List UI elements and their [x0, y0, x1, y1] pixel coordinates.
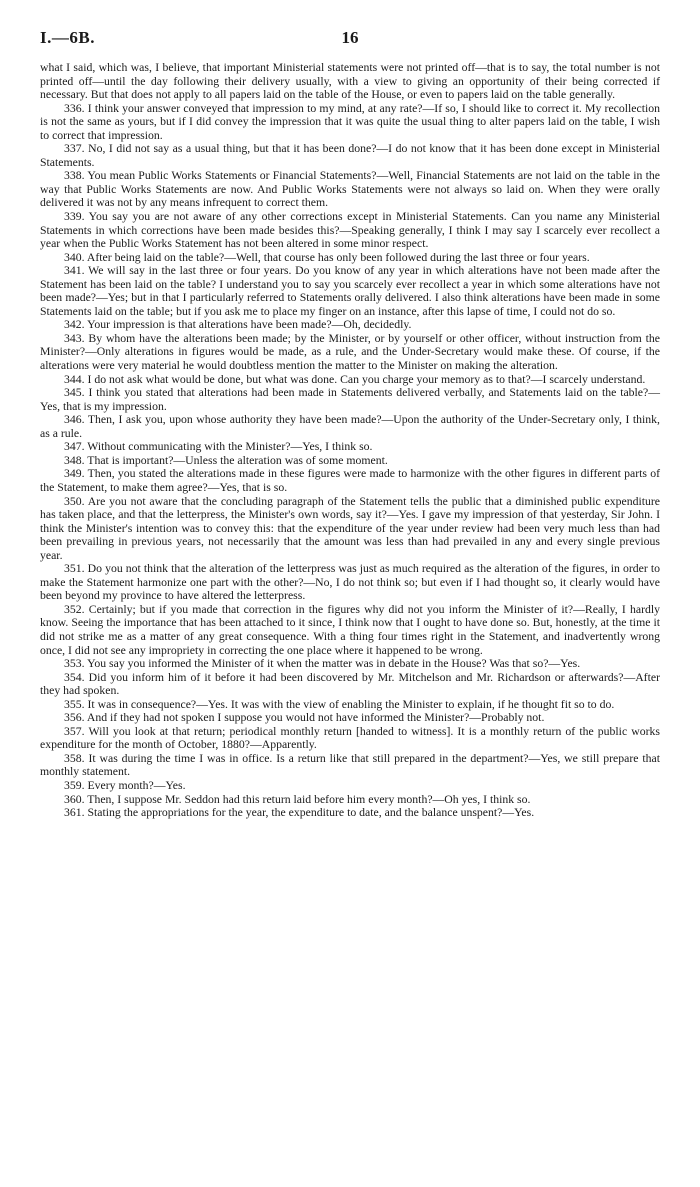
paragraph-338: 338. You mean Public Works Statements or Financial Statements?—Well, Financial Statements are not laid on the table in the way that Public Works Statements are now. And Public Works Statements were not always so laid on. When they were orally delivered it was not by any means infrequent to correct them. — [40, 169, 660, 210]
paragraph-347: 347. Without communicating with the Minister?—Yes, I think so. — [64, 440, 373, 454]
paragraph-355: 355. It was in consequence?—Yes. It was with the view of enabling the Minister to explain, if he thought fit so to do. — [64, 697, 615, 711]
paragraph-357: 357. Will you look at that return; periodical monthly return [handed to witness]. It is a monthly return of the public works expenditure for the month of October, 1880?—Apparently. — [40, 724, 660, 752]
paragraph-344: 344. I do not ask what would be done, but what was done. Can you charge your memory as to that?—I scarcely understand. — [64, 372, 646, 386]
page-header — [40, 28, 660, 58]
paragraph-356: 356. And if they had not spoken I suppose you would not have informed the Minister?—Probably not. — [64, 711, 545, 725]
paragraph-361: 361. Stating the appropriations for the year, the expenditure to date, and the balance unspent?—Yes. — [64, 806, 535, 820]
paragraph-341: 341. We will say in the last three or four years. Do you know of any year in which alterations have not been made after the Statement has been laid on the table? I understand you to say you scarcely ever recollect a year in which some alterations have not been made?—Yes; but in that I particularly referred to Statements orally delivered. I also think alterations have been made in some Statements laid on the table; but if you ask me to place my finger on an instance, after this lapse of time, I could not do so. — [40, 264, 660, 318]
paragraph-350: 350. Are you not aware that the concluding paragraph of the Statement tells the public that a diminished public expenditure has taken place, and that the letterpress, the Minister's own words, say it?—Yes. I gave my impression of that yesterday, Sir John. I think the Minister's intention was to convey this: that the expenditure of the year under review had been very much less than had been prevailing in previous years, not necessarily that the amount was less than had prevailed in any and every single previous year. — [40, 494, 660, 562]
paragraph-343: 343. By whom have the alterations been made; by the Minister, or by yourself or other officer, without instruction from the Minister?—Only alterations in figures would be made, as a rule, and the Under-Secretary would make these. Of course, if the alterations were very material he would doubtless mention the matter to the Minister on making the alteration. — [40, 331, 660, 373]
paragraph-353: 353. You say you informed the Minister of it when the matter was in debate in the House? Was that so?—Yes. — [64, 657, 581, 671]
paragraph-336: 336. I think your answer conveyed that impression to my mind, at any rate?—If so, I should like to correct it. My recollection is not the same as yours, but if I did convey the impression that it was quite the usual thing to alter papers laid on the table, I wish to correct that impression. — [40, 101, 660, 142]
paragraph-345: 345. I think you stated that alterations had been made in Statements delivered verbally, and Statements laid on the table?—Yes, that is my impression. — [40, 386, 660, 413]
paragraph-346: 346. Then, I ask you, upon whose authority they have been made?—Upon the authority of the Under-Secretary only, I think, as a rule. — [40, 413, 660, 440]
paragraph-340: 340. After being laid on the table?—Well, that course has only been followed during the last three or four years. — [64, 250, 590, 264]
page-number: 16 — [341, 28, 359, 47]
paragraph-360: 360. Then, I suppose Mr. Seddon had this return laid before him every month?—Oh yes, I think so. — [64, 792, 531, 806]
paragraph-354: 354. Did you inform him of it before it had been discovered by Mr. Mitchelson and Mr. Richardson or afterwards?—After they had spoken. — [40, 670, 660, 698]
paragraph-continuation: what I said, which was, I believe, that important Ministerial statements were not printed off—that is to say, the total number is not printed off—until the day following their delivery usually, with a view to giving an opportunity of their being corrected if necessary. But that does not apply to all papers laid on the table of the House, or even to papers laid on the table generally. — [40, 61, 660, 102]
paragraph-348: 348. That is important?—Unless the alteration was of some moment. — [64, 453, 388, 467]
paragraph-342: 342. Your impression is that alterations have been made?—Oh, decidedly. — [64, 318, 412, 332]
document-reference: I.—6B. — [40, 28, 95, 47]
paragraph-351: 351. Do you not think that the alteration of the letterpress was just as much required as the alteration of the figures, in order to make the Statement harmonize one part with the other?—No, I do not think so; but even if I had thought so, it clearly would have been beyond my province to have altered the letterpress. — [40, 562, 660, 603]
paragraph-339: 339. You say you are not aware of any other corrections except in Ministerial Statements. Can you name any Ministerial Statements in which corrections have been made besides this?—Speaking generally, I think I may say I scarcely ever recollect a year when the Public Works Statement has not been altered in some minor respect. — [40, 210, 660, 251]
paragraph-359: 359. Every month?—Yes. — [64, 778, 186, 792]
document-body — [40, 61, 660, 820]
paragraph-352: 352. Certainly; but if you made that correction in the figures why did not you inform the Minister of it?—Really, I hardly know. Seeing the importance that has been attached to it since, I think now that I ought to have done so. But, honestly, at the time it did not strike me as a matter of any great consequence. With a thing four times right in the Statement, and inadvertently wrong once, I did not see any impropriety in correcting the one place where it happened to be wrong. — [40, 602, 660, 657]
paragraph-349: 349. Then, you stated the alterations made in these figures were made to harmonize with the other figures in different parts of the Statement, to make them agree?—Yes, that is so. — [40, 467, 660, 494]
paragraph-337: 337. No, I did not say as a usual thing, but that it has been done?—I do not know that it has been done except in Ministerial Statements. — [40, 142, 660, 169]
paragraph-358: 358. It was during the time I was in office. Is a return like that still prepared in the department?—Yes, we still prepare that monthly statement. — [40, 751, 660, 779]
